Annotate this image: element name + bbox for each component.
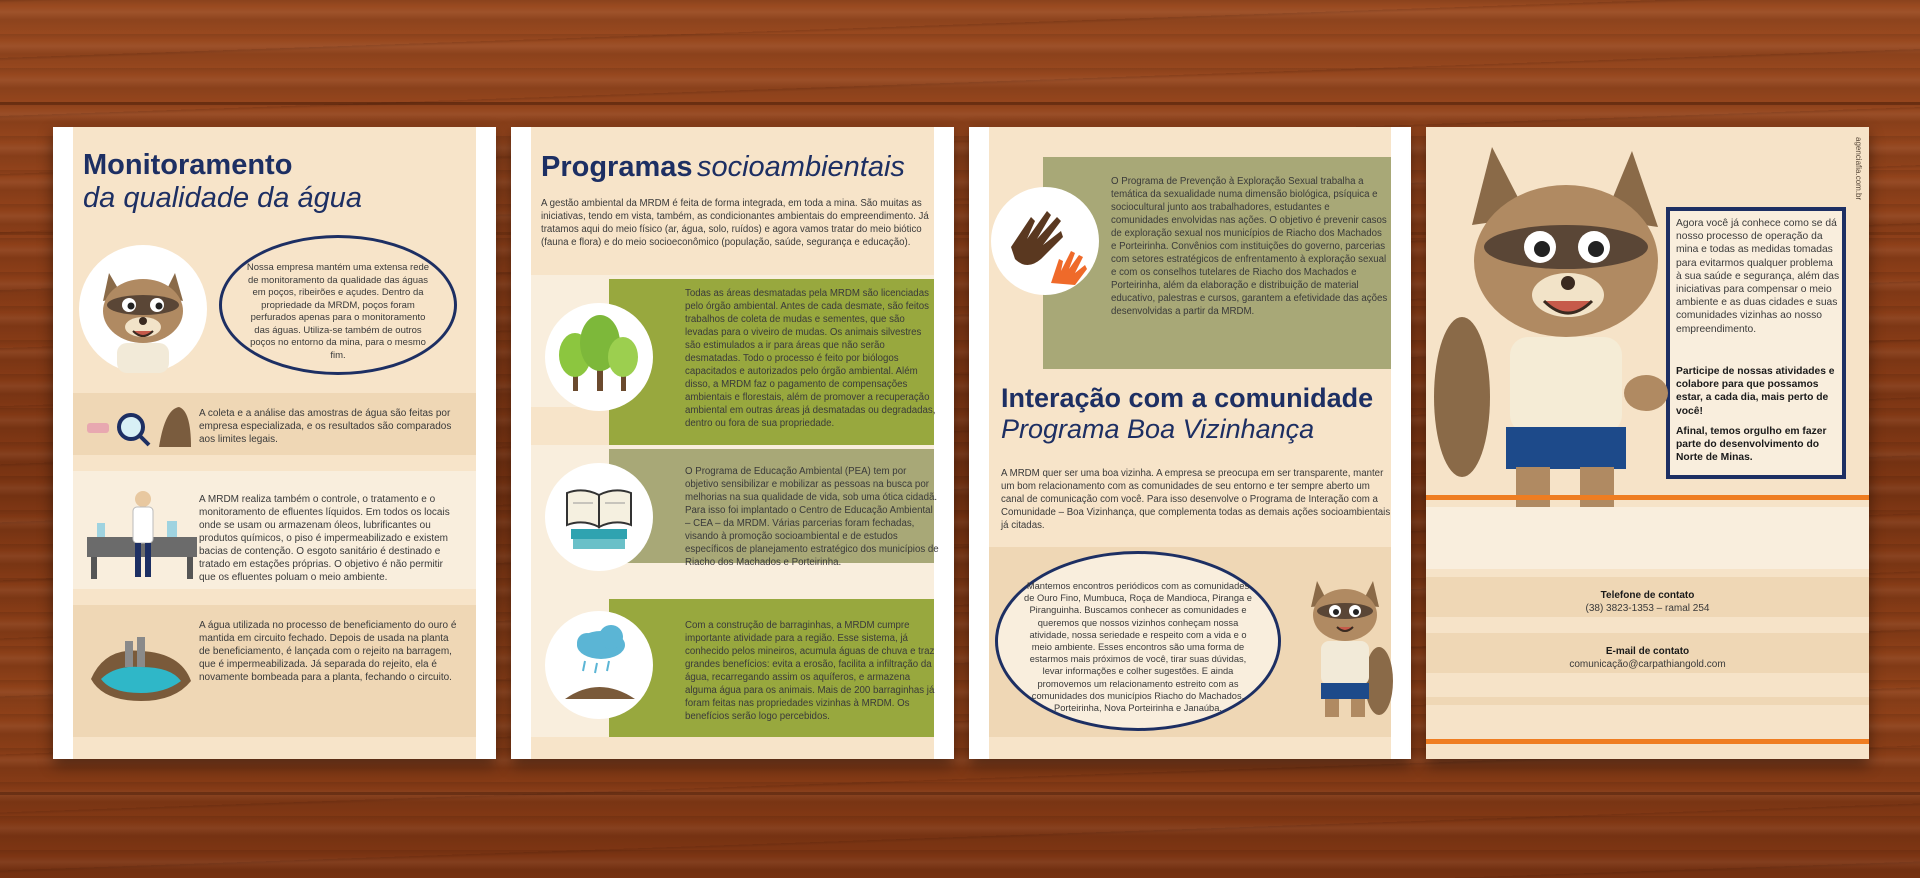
deforestation-text: Todas as áreas desmatadas pela MRDM são licenciadas pelo órgão ambiental. Antes de cada desmate, são feitos trabalhos de coleta de mudas e sementes, que são levadas para o viveiro de mudas. Os animais silvestres são estimulados a ir para áreas que não serão desmatadas. Todo o processo é feito por biólogos capacitados e autorizados pelo órgão ambiental. Além disso, a MRDM faz o pagamento de compensações ambientais e florestais, além de promover a recuperação ambiental em outras áreas já desmatadas ou degradadas, dentro ou fora de sua propriedade. [685, 288, 936, 429]
panel-background [73, 127, 476, 759]
raccoon-mascot-icon [79, 245, 207, 373]
panel-title: Monitoramento [83, 149, 293, 181]
band-closed-circuit [73, 605, 476, 737]
dam-icon [85, 627, 195, 707]
email-value: comunicação@carpathiangold.com [1569, 659, 1726, 670]
speech-bubble [219, 235, 457, 375]
scientist-lab-icon [83, 487, 201, 581]
pride-text: Afinal, temos orgulho em fazer parte do desenvolvimento do Norte de Minas. [1676, 426, 1827, 464]
closed-circuit-text: A água utilizada no processo de beneficiamento do ouro é mantida em circuito fechado. Depois de usada na planta de beneficiamento, é lançada com o rejeito na barragem, que é impermeabilizada. Já separada do rejeito, ela é novamente bombeada para a planta, fechando o circuito. [199, 620, 457, 683]
prevention-text: O Programa de Prevenção à Exploração Sexual trabalha a temática da sexualidade numa dimensão biológica, psíquica e sociocultural junto aos trabalhadores, estudantes e comunidades envolvidas nas ações. O objetivo é prevenir casos de exploração sexual nos municípios de Riacho dos Machados e Porteirinha. Convênios com instituições do governo, parcerias com setores estratégicos de enfrentamento à exploração sexual e com os conselhos tutelares de Riacho dos Machados e Porteirinha, além da elaboração e distribuição de material educativo, palestras e cursos, garantem a efetividade das ações desenvolvidas a partir da MRDM. [1111, 176, 1388, 317]
barraginhas-text: Com a construção de barraginhas, a MRDM cumpre importante atividade para a região. Esse sistema, já conhecido pelos mineiros, acumula águas de chuva e traz grandes benefícios: evita a erosão, facilita a infiltração da água, recarregando assim os aquíferos, e armazena alguma água para os animais. Mais de 200 barraginhas já foram feitas nas propriedades vizinhas à MRDM. Os benefícios serão logo percebidos. [685, 620, 935, 722]
intro-text: A gestão ambiental da MRDM é feita de forma integrada, em toda a mina. São muitas as iniciativas, tendo em vista, também, as condicionantes ambientais do empreendimento. Já tratamos aqui do meio físico (ar, água, solo, ruídos) e agora vamos tratar do meio biótico (fauna e flora) e do meio socioeconômico (população, saúde, segurança e educação). [541, 198, 929, 248]
book-icon [545, 463, 653, 571]
bubble-text: Nossa empresa mantém uma extensa rede de monitoramento da qualidade das águas em poços, ribeirões e açudes. Dentro da propriedade da MRDM, poços foram perfurados apenas para o monitoramento das águas. Utiliza-se também de outros poços no entorno da mina, para o mesmo fim. [246, 262, 430, 361]
email-label: E-mail de contato [1605, 646, 1690, 657]
closing-text: Agora você já conhece como se dá nosso processo de operação da mina e todas as medidas tomadas para evitarmos qualquer problema à sua saúde e segurança, além das iniciativas para compensar o meio ambiente e as duas cidades e suas comunidades vizinhas ao nosso empreendimento. [1676, 218, 1840, 335]
panel-water-monitoring [53, 127, 496, 759]
hands-circle [991, 187, 1099, 295]
panel-subtitle: socioambientais [696, 151, 905, 183]
credit-text: agenciafia.com.br [1854, 137, 1863, 201]
panel-title: Programas [541, 151, 693, 183]
participate-text: Participe de nossas atividades e colabore para que possamos estar, a cada dia, mais perto de você! [1676, 366, 1835, 417]
trees-circle [545, 303, 653, 411]
magnifier-icon [83, 401, 193, 449]
divider-line [1426, 739, 1869, 744]
panel-title: Interação com a comunidade [1001, 383, 1374, 413]
divider-line [1426, 495, 1869, 500]
mascot-circle [79, 245, 207, 373]
raccoon-mascot-icon [1432, 137, 1682, 547]
panel-socioenvironmental [511, 127, 954, 759]
band-sampling [73, 393, 476, 455]
band-bg [1426, 507, 1869, 569]
panel-community [969, 127, 1411, 759]
education-text: O Programa de Educação Ambiental (PEA) tem por objetivo sensibilizar e mobilizar as pessoas na busca por melhorias na sua qualidade de vida, sob uma ótica cidadã. Para isso foi implantado o Centro de Educação Ambiental – CEA – da MRDM. Várias parcerias foram fechadas, visando à promoção socioambiental e de estudos específicos de planejamento estratégico dos municípios de Riacho dos Machados e Porteirinha. [685, 466, 939, 568]
sampling-text: A coleta e a análise das amostras de água são feitas por empresa especializada, e os resultados são comparados aos limites legais. [199, 408, 452, 445]
raccoon-mascot-icon [1295, 571, 1395, 721]
trees-icon [545, 303, 653, 411]
band-bg [1426, 697, 1869, 705]
book-circle [545, 463, 653, 571]
panel-background [531, 127, 939, 759]
phone-value: (38) 3823-1353 – ramal 254 [1585, 603, 1710, 614]
panel-background [989, 127, 1391, 759]
panel-subtitle: da qualidade da água [83, 182, 362, 214]
band-effluents [73, 471, 476, 589]
effluents-text: A MRDM realiza também o controle, o tratamento e o monitoramento de efluentes líquidos. Em todos os locais onde se usam ou armazenam óleos, lubrificantes ou produtos químicos, o piso é impermeabilizado e existem bacias de contenção. O esgoto sanitário é destinado e tratado em estações próprias. O objetivo é não permitir que os efluentes poluam o meio ambiente. [199, 494, 450, 583]
bubble-text: Mantemos encontros periódicos com as comunidades de Ouro Fino, Mumbuca, Roça de Mandioca, Piranga e Piranguinha. Buscamos conhecer as comunidades e queremos que nossos vizinhos conheçam nossa atividade, nossa seriedade e respeito com a vida e o meio ambiente. Esses encontros são uma forma de estarmos mais próximos de você, tirar suas dúvidas, levar informações e colher sugestões. E ainda promovemos um relacionamento estreito com as comunidades dos municípios Riacho do Machados, Porteirinha, Nova Porteirinha e Janaúba. [1024, 581, 1252, 714]
panel-back-cover [1426, 127, 1869, 759]
hands-icon [991, 187, 1099, 295]
panel-subtitle: Programa Boa Vizinhança [1001, 414, 1315, 444]
rain-cloud-icon [545, 611, 653, 719]
rain-circle [545, 611, 653, 719]
community-text: A MRDM quer ser uma boa vizinha. A empresa se preocupa em ser transparente, manter um bom relacionamento com as comunidades de seu entorno e ter sempre aberto um canal de comunicação com você. Para isso desenvolve o Programa de Interação com a Comunidade – Boa Vizinhança, que complementa todas as demais ações socioambientais já citadas. [1001, 468, 1391, 531]
phone-label: Telefone de contato [1600, 590, 1695, 601]
speech-bubble [995, 551, 1281, 731]
